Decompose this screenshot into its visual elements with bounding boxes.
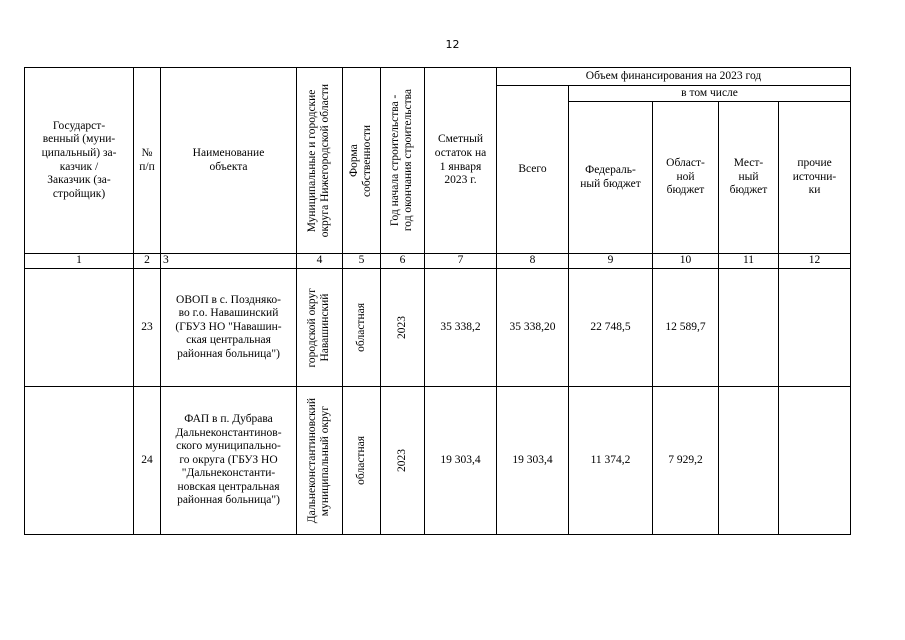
header-local: Мест- ный бюджет [719,102,779,254]
column-number: 11 [719,254,779,269]
header-years [381,68,425,254]
cell-municipality [297,269,343,387]
column-number: 9 [569,254,653,269]
header-estimate: Сметный остаток на 1 января 2023 г. [425,68,497,254]
header-customer: Государст- венный (муни- ципальный) за- казчик / Заказчик (за- стройщик) [25,68,134,254]
header-no: № п/п [134,68,161,254]
cell-estimate: 19 303,4 [425,387,497,535]
cell-object-name: ФАП в п. Дубрава Дальнеконстантинов- ского муниципально- го округа (ГБУЗ НО "Дальнеконстанти- новская центральная районная больница") [161,387,297,535]
header-object-name: Наименование объекта [161,68,297,254]
column-number: 4 [297,254,343,269]
header-including: в том числе [569,86,851,102]
header-other: прочие источни- ки [779,102,851,254]
cell-other [779,387,851,535]
column-number: 7 [425,254,497,269]
cell-ownership [343,269,381,387]
cell-years [381,269,425,387]
header-federal: Федераль- ный бюджет [569,102,653,254]
column-number: 8 [497,254,569,269]
cell-years [381,387,425,535]
header-total: Всего [497,86,569,254]
column-number: 6 [381,254,425,269]
cell-years-text: 2023 [395,316,408,339]
cell-federal: 11 374,2 [569,387,653,535]
cell-estimate: 35 338,2 [425,269,497,387]
header-municipality [297,68,343,254]
cell-ownership-text: областная [354,436,367,485]
cell-ownership-text: областная [354,303,367,352]
cell-other [779,269,851,387]
cell-regional: 12 589,7 [653,269,719,387]
cell-municipality [297,387,343,535]
column-number: 10 [653,254,719,269]
cell-object-name: ОВОП в с. Поздняко- во г.о. Навашинский (ГБУЗ НО "Навашин- ская центральная районная больница") [161,269,297,387]
cell-customer [25,387,134,535]
cell-years-text: 2023 [395,449,408,472]
cell-municipality-text: Дальнеконстантиновский муниципальный округ [306,397,332,524]
header-regional: Област- ной бюджет [653,102,719,254]
financing-table [24,67,851,535]
column-number: 1 [25,254,134,269]
cell-regional: 7 929,2 [653,387,719,535]
cell-municipality-text: городской округ Навашинский [306,287,332,368]
table-row [25,387,851,535]
column-number: 12 [779,254,851,269]
column-number: 2 [134,254,161,269]
column-number: 5 [343,254,381,269]
header-years-text: Год начала строительства - год окончания строительства [389,89,415,232]
header-financing: Объем финансирования на 2023 год [497,68,851,86]
cell-customer [25,269,134,387]
cell-total: 19 303,4 [497,387,569,535]
cell-local [719,387,779,535]
cell-total: 35 338,20 [497,269,569,387]
cell-federal: 22 748,5 [569,269,653,387]
column-number: 3 [161,254,297,269]
header-ownership-text: Форма собственности [348,124,374,197]
header-ownership [343,68,381,254]
cell-no: 24 [134,387,161,535]
cell-local [719,269,779,387]
page-number: 12 [445,38,460,51]
cell-ownership [343,387,381,535]
cell-no: 23 [134,269,161,387]
table-row [25,269,851,387]
header-municipality-text: Муниципальные и городские округа Нижегородской области [306,83,332,238]
